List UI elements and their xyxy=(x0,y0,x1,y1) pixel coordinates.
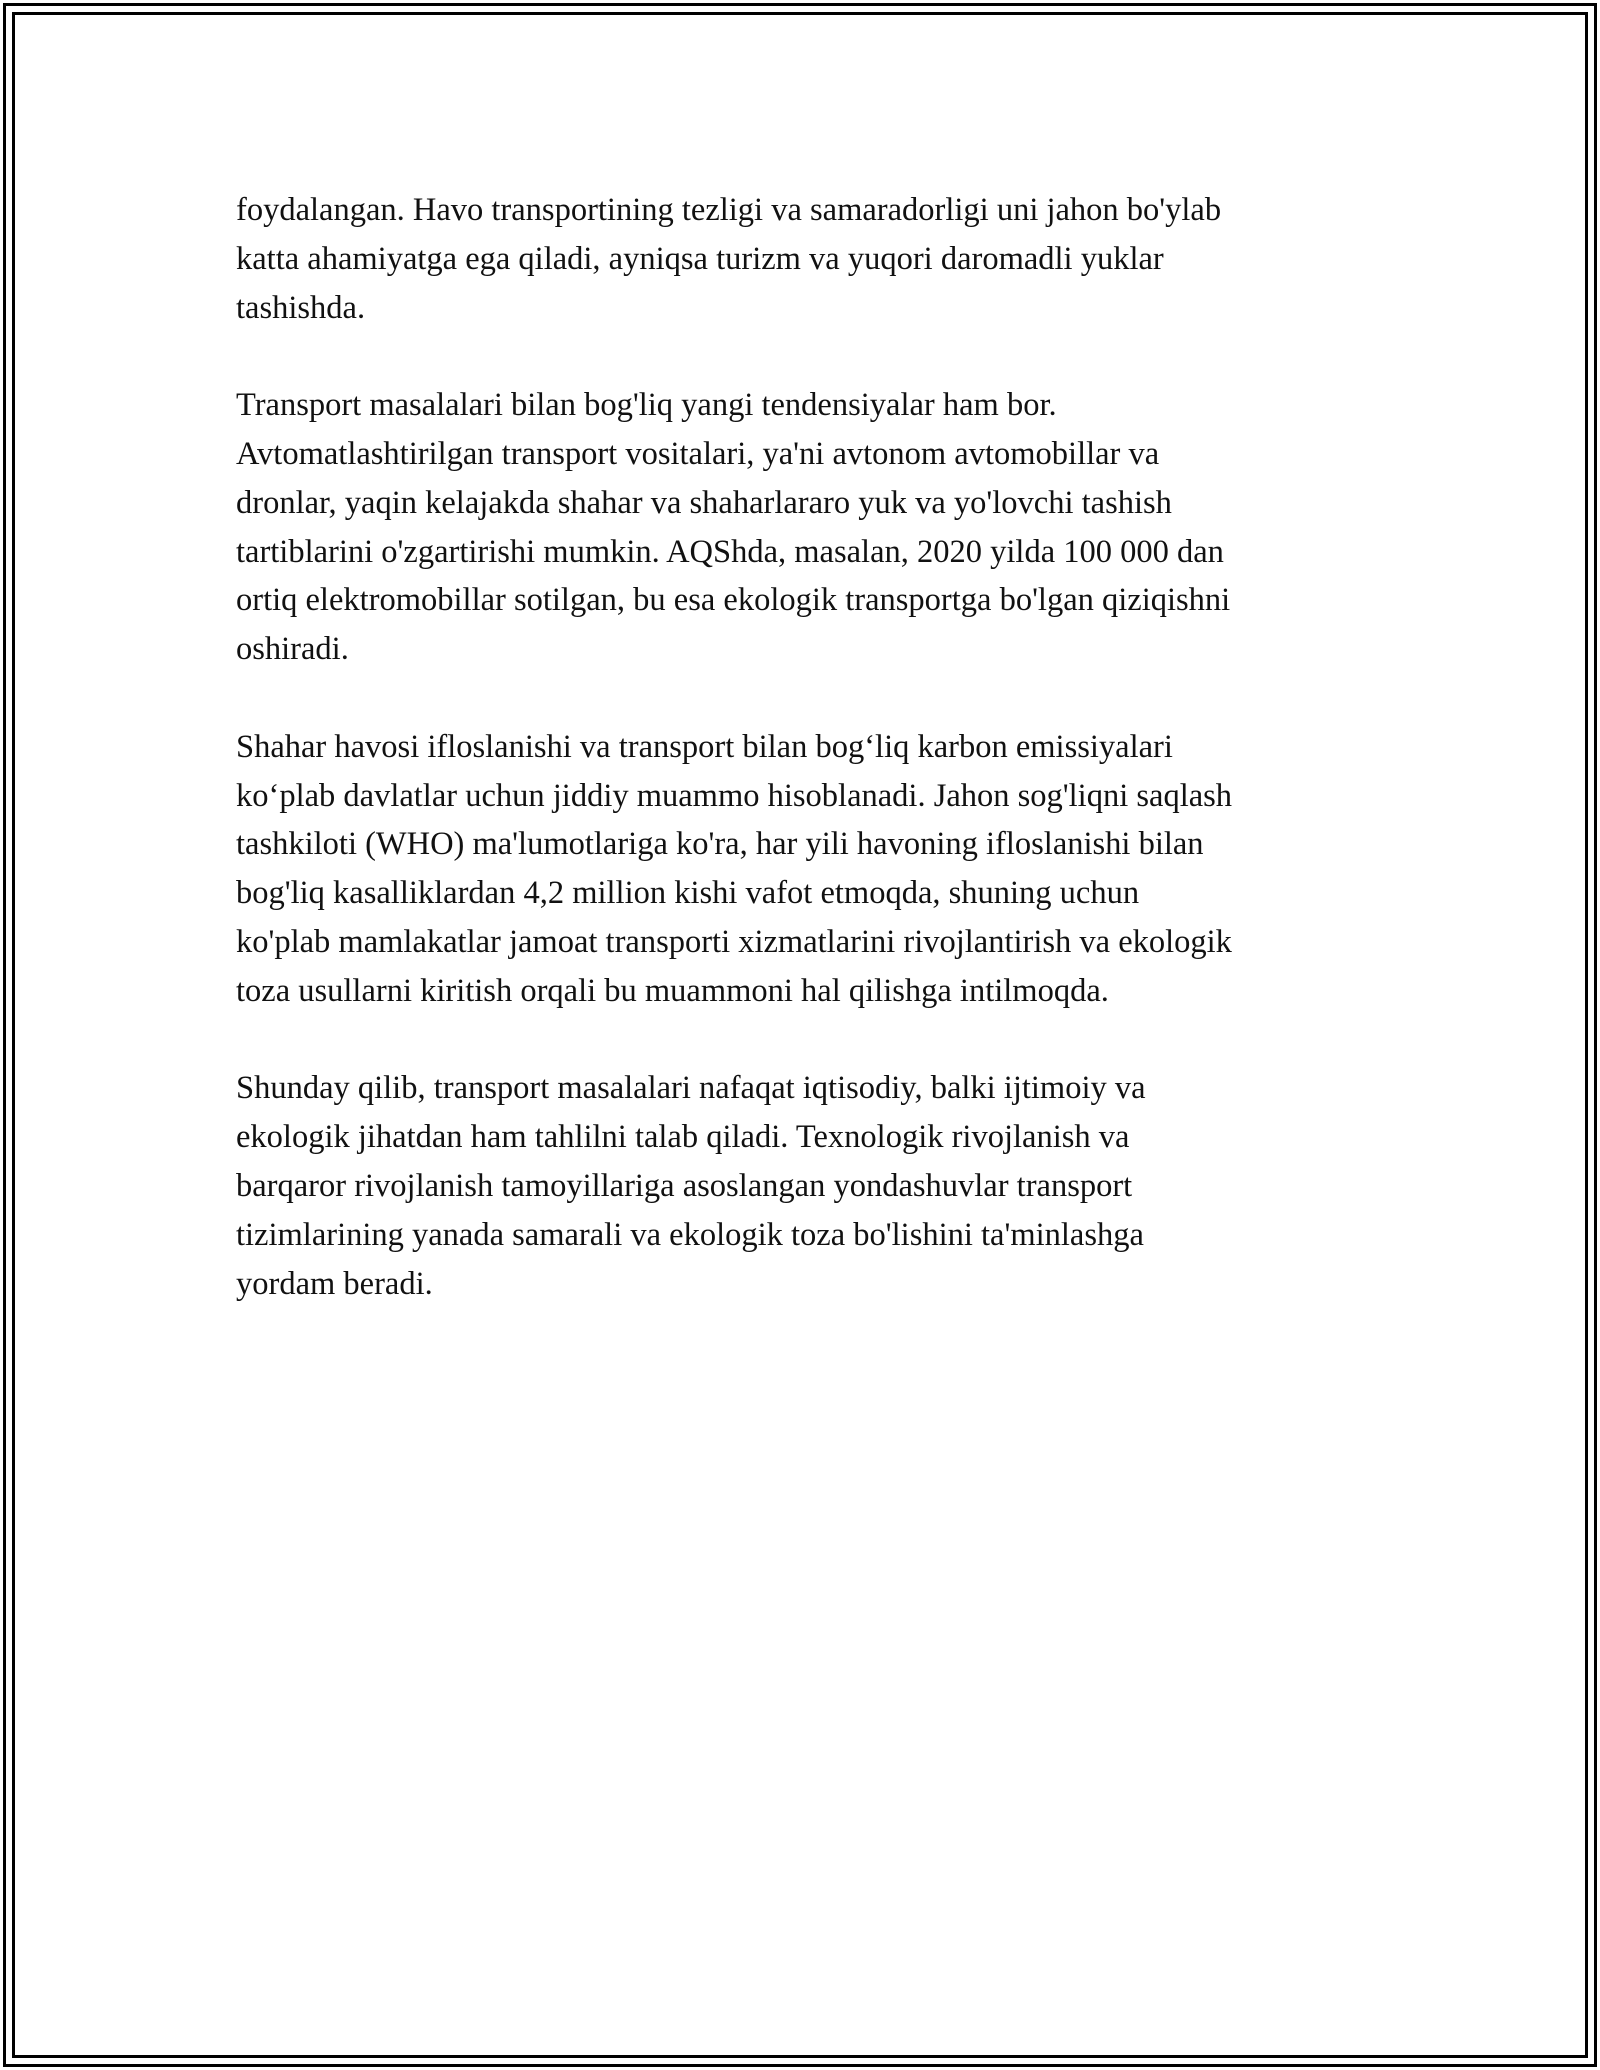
text-line: tartiblarini o'zgartirishi mumkin. AQShda, masalan, 2020 yilda 100 000 dan xyxy=(236,533,1224,570)
text-line: ekologik jihatdan ham tahlilni talab qiladi. Texnologik rivojlanish va xyxy=(236,1119,1130,1156)
text-line: Shahar havosi ifloslanishi va transport bilan bog‘liq karbon emissiyalari xyxy=(236,728,1173,765)
text-line: dronlar, yaqin kelajakda shahar va shaharlararo yuk va yo'lovchi tashish xyxy=(236,484,1172,521)
paragraph-new-trends xyxy=(236,381,1366,674)
text-line: Transport masalalari bilan bog'liq yangi tendensiyalar ham bor. xyxy=(236,387,1057,424)
text-line: ko'plab mamlakatlar jamoat transporti xizmatlarini rivojlantirish va ekologik xyxy=(236,923,1232,960)
text-line: bog'liq kasalliklardan 4,2 million kishi vafot etmoqda, shuning uchun xyxy=(236,875,1140,912)
text-line: tashishda. xyxy=(236,289,366,326)
text-line: foydalangan. Havo transportining tezligi va samaradorligi uni jahon bo'ylab xyxy=(236,192,1222,228)
text-line: barqaror rivojlanish tamoyillariga asoslangan yondashuvlar transport xyxy=(236,1167,1133,1204)
text-line: Avtomatlashtirilgan transport vositalari, ya'ni avtonom avtomobillar va xyxy=(236,435,1160,472)
text-line: yordam beradi. xyxy=(236,1265,433,1302)
paragraph-conclusion xyxy=(236,1064,1366,1308)
text-line: ko‘plab davlatlar uchun jiddiy muammo hisoblanadi. Jahon sog'liqni saqlash xyxy=(236,777,1233,814)
text-line: oshiradi. xyxy=(236,631,349,668)
text-line: ortiq elektromobillar sotilgan, bu esa ekologik transportga bo'lgan qiziqishni xyxy=(236,582,1231,619)
text-line: Shunday qilib, transport masalalari nafaqat iqtisodiy, balki ijtimoiy va xyxy=(236,1070,1146,1107)
text-line: katta ahamiyatga ega qiladi, ayniqsa turizm va yuqori daromadli yuklar xyxy=(236,240,1164,277)
text-line: tizimlarining yanada samarali va ekologik toza bo'lishini ta'minlashga xyxy=(236,1216,1144,1253)
text-line: toza usullarni kiritish orqali bu muammoni hal qilishga intilmoqda. xyxy=(236,972,1109,1009)
document-body xyxy=(236,186,1366,1357)
text-line: tashkiloti (WHO) ma'lumotlariga ko'ra, har yili havoning ifloslanishi bilan xyxy=(236,826,1204,863)
paragraph-air-pollution xyxy=(236,723,1366,1016)
paragraph-air-transport xyxy=(236,186,1366,332)
